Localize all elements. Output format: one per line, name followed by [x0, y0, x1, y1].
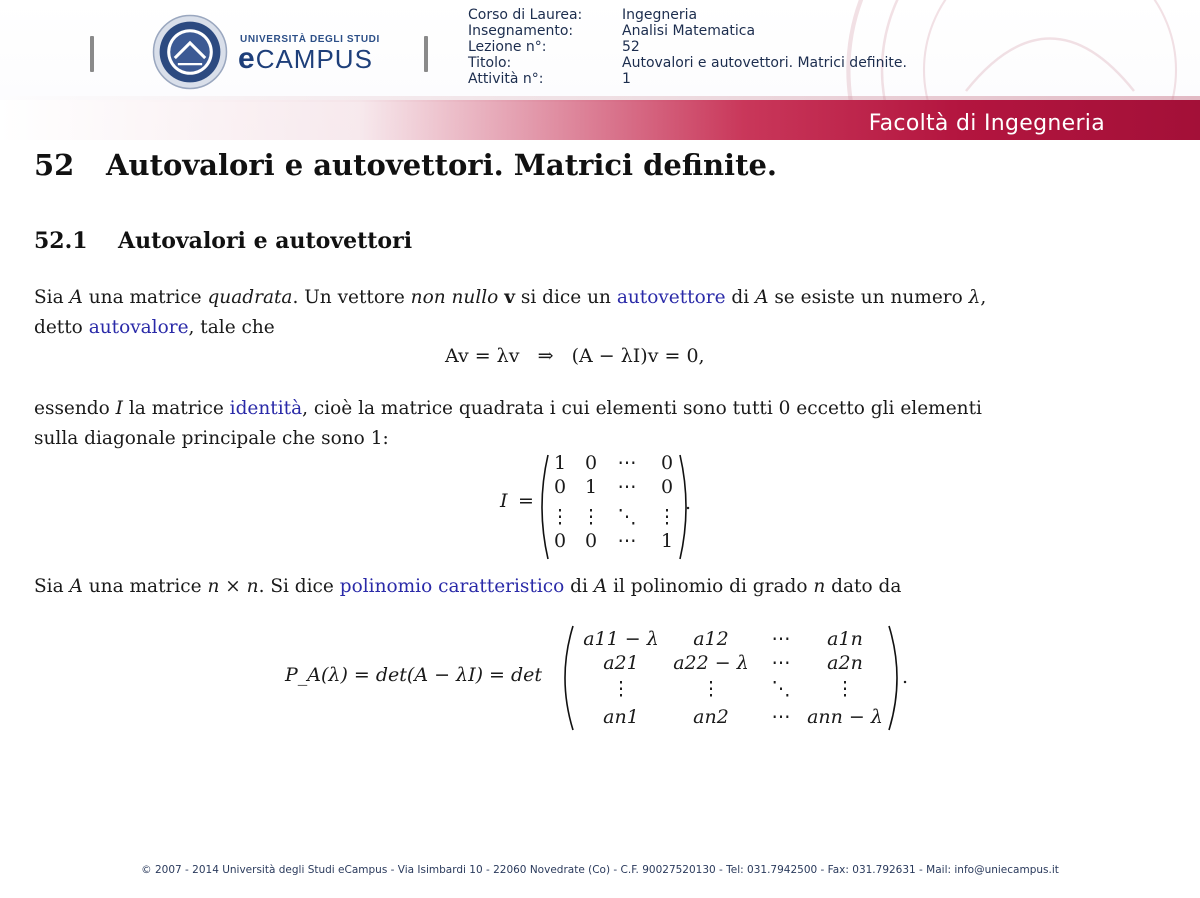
- identita-link[interactable]: identità: [229, 398, 303, 419]
- matrix-cell: ⋮: [611, 678, 631, 700]
- info-value-course: Ingegneria: [622, 7, 698, 23]
- matrix-cell: ⋮: [835, 678, 855, 700]
- matrix-cell: ⋯: [771, 628, 791, 650]
- matrix-cell: a22 − λ: [673, 652, 749, 674]
- matrix-cell: ⋯: [617, 476, 637, 498]
- info-label: Corso di Laurea:: [468, 7, 583, 23]
- eigen-equation: Av = λv ⇒ (A − λI)v = 0,: [445, 345, 705, 367]
- header-divider-left: [90, 36, 94, 72]
- paragraph-char-poly: Sia A una matrice n × n. Si dice polinomio caratteristico di A il polinomio di grado n dato da: [34, 576, 902, 597]
- university-seal-icon: [152, 14, 228, 90]
- info-value-activity: 1: [622, 71, 631, 87]
- matrix-cell: 0: [660, 452, 674, 474]
- info-value-subject: Analisi Matematica: [622, 23, 756, 39]
- matrix-cell: ann − λ: [807, 706, 883, 728]
- faculty-label: Facoltà di Ingegneria: [868, 111, 1105, 136]
- matrix-end-period: .: [684, 492, 692, 514]
- paragraph-eigen-definition: Sia A una matrice quadrata. Un vettore non nullo v si dice un autovettore di A se esiste un numero λ, detto autovalore, tale che: [34, 287, 987, 338]
- info-value-lesson: 52: [622, 39, 640, 55]
- polinomio-caratteristico-link[interactable]: polinomio caratteristico: [339, 576, 565, 597]
- matrix-cell: 0: [584, 452, 598, 474]
- matrix-cell: ⋯: [617, 452, 637, 474]
- matrix-cell: ⋮: [657, 506, 677, 528]
- matrix-cell: 1: [584, 476, 598, 498]
- info-label: Lezione n°:: [468, 39, 547, 55]
- logo-wordmark: eCAMPUS: [238, 42, 373, 75]
- matrix-cell: ⋯: [771, 652, 791, 674]
- info-label: Titolo:: [468, 55, 512, 71]
- logo-subtitle: UNIVERSITÀ DEGLI STUDI: [240, 34, 380, 45]
- matrix-cell: ⋮: [581, 506, 601, 528]
- info-label: Insegnamento:: [468, 23, 574, 39]
- matrix-cell: ⋯: [617, 530, 637, 552]
- matrix-cell: ⋮: [550, 506, 570, 528]
- page-header: [0, 0, 1200, 140]
- matrix-cell: a2n: [827, 652, 863, 674]
- matrix-cell: 0: [553, 530, 567, 552]
- matrix-cell: 0: [584, 530, 598, 552]
- char-poly-lhs: P_A(λ) = det(A − λI) = det: [285, 664, 543, 686]
- info-label: Attività n°:: [468, 71, 544, 87]
- matrix-cell: a11 − λ: [583, 628, 659, 650]
- matrix-cell: 0: [553, 476, 567, 498]
- course-info-labels: [468, 7, 582, 87]
- page-footer: © 2007 - 2014 Università degli Studi eCampus - Via Isimbardi 10 - 22060 Novedrate (Co) - C.F. 90027520130 - Tel: 031.7942500 - Fax: 031.792631 - Mail: info@uniecampus.it: [141, 864, 1059, 876]
- paragraph-identity: essendo I la matrice identità, cioè la matrice quadrata i cui elementi sono tutti 0 eccetto gli elementi sulla diagonale principale che sono 1:: [34, 398, 982, 449]
- autovettore-link[interactable]: autovettore: [616, 287, 726, 308]
- matrix-cell: a1n: [827, 628, 863, 650]
- identity-equals: =: [518, 490, 534, 512]
- section-title: 52 Autovalori e autovettori. Matrici definite.: [34, 148, 778, 182]
- matrix-cell: 0: [660, 476, 674, 498]
- info-value-title: Autovalori e autovettori. Matrici definite.: [622, 55, 907, 71]
- matrix-cell: ⋱: [617, 506, 637, 528]
- course-info-values: [622, 7, 907, 87]
- characteristic-polynomial-matrix: [285, 622, 925, 734]
- matrix-cell: a21: [603, 652, 639, 674]
- identity-lhs: I: [500, 490, 508, 512]
- matrix-cell: ⋱: [771, 678, 791, 700]
- matrix-cell: ⋮: [701, 678, 721, 700]
- identity-matrix: [500, 452, 700, 562]
- matrix-cell: 1: [553, 452, 567, 474]
- matrix-cell: an1: [603, 706, 639, 728]
- header-divider-right: [424, 36, 428, 72]
- subsection-title: 52.1 Autovalori e autovettori: [34, 228, 413, 254]
- matrix-cell: ⋯: [771, 706, 791, 728]
- autovalore-link[interactable]: autovalore: [88, 317, 189, 338]
- matrix-cell: 1: [660, 530, 674, 552]
- matrix-end-period: .: [901, 666, 909, 688]
- matrix-cell: a12: [693, 628, 729, 650]
- matrix-cell: an2: [693, 706, 729, 728]
